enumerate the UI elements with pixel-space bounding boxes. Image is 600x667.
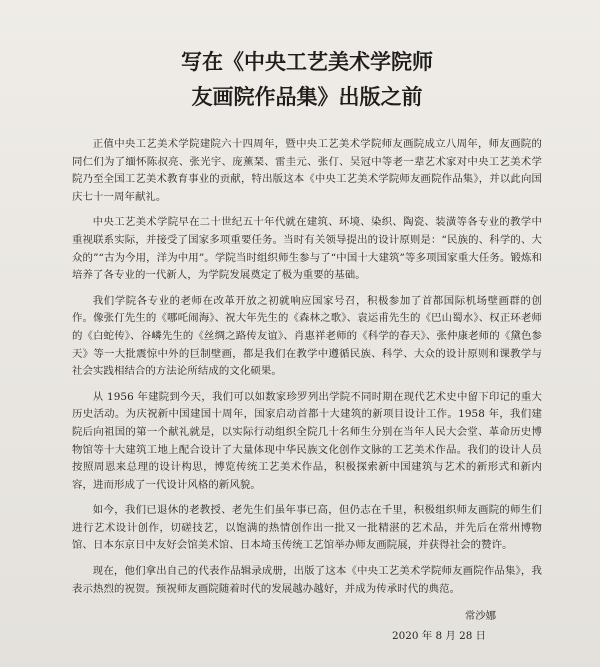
paragraph-1: 正值中央工艺美术学院建院六十四周年，暨中央工艺美术学院师友画院成立八周年，师友画院的同仁们为了缅怀陈叔亮、张光宇、庞薰琹、雷圭元、张仃、吴冠中等老一辈艺术家对中央工艺美术学院乃至全国工艺美术教育事业的贡献，特出版这本《中央工艺美术学院师友画院作品集》，并以此向国庆七十一周年献礼。: [72, 138, 542, 203]
title-line-2: 友画院作品集》出版之前: [191, 84, 423, 109]
paragraph-2: 中央工艺美术学院早在二十世纪五十年代就在建筑、环境、染织、陶瓷、装潢等各专业的教学中重视联系实际，并接受了国家多项重要任务。当时有关领导提出的设计原则是：“民族的、科学的、大众的”“古为今用，洋为中用”。学院当时组织师生参与了“中国十大建筑”等多项国家重大任务。锻炼和培养了各专业的一代新人，为学院发展奠定了极为重要的基础。: [72, 216, 542, 282]
paragraph-4: 从 1956 年建院到今天，我们可以如数家珍罗列出学院不同时期在现代艺术史中留下印记的重大历史活动。为庆祝新中国建国十周年，国家启动首都十大建筑的新项目设计工作。1958 年，我们建院后向祖国的第一个献礼就是，以实际行动组织全院几十名师生分别在当年人民大会堂、革命历史博物馆等十大建筑工地上配合设计了大量体现中华民族文化创作文脉的工艺美术作品。我们的设计人员按照周恩来总理的设计构思，博览传统工艺美术作品，积极探索新中国建筑与艺术的新形式和新内容，进而形成了一代设计风格的新风貌。: [72, 390, 542, 491]
signature-block: [72, 606, 542, 646]
document-title: [72, 44, 542, 114]
paragraph-6: 现在，他们拿出自己的代表作品辑录成册，出版了这本《中央工艺美术学院师友画院作品集》，我表示热烈的祝贺。预祝师友画院随着时代的发展越办越好，并成为传承时代的典范。: [72, 565, 542, 595]
signature-name: 常沙娜: [464, 610, 496, 623]
signature-date: 2020 年 8 月 28 日: [392, 630, 486, 643]
title-line-1: 写在《中央工艺美术学院师: [181, 49, 433, 74]
document-body: [72, 136, 542, 598]
paragraph-3: 我们学院各专业的老师在改革开放之初就响应国家号召，积极参加了首都国际机场壁画群的创作。像张仃先生的《哪吒闹海》、祝大年先生的《森林之歌》、袁运甫先生的《巴山蜀水》、权正环老师的《白蛇传》、谷嶙先生的《丝绸之路传友谊》、肖惠祥老师的《科学的春天》、张仲康老师的《黛色参天》等一大批震惊中外的巨制壁画，都是我们在教学中遵循民族、科学、大众的设计原则和课教学与社会实践相结合的方法论所结成的文化硕果。: [72, 294, 542, 378]
paragraph-5: 如今，我们已退休的老教授、老先生们虽年事已高，但仍志在千里，积极组织师友画院的师生们进行艺术设计创作，切磋技艺，以饱满的热情创作出一批又一批精湛的艺术品，并先后在常州博物馆、日本东京日中友好会馆美术馆、日本埼玉传统工艺馆举办师友画院展，并获得社会的赞许。: [72, 504, 542, 552]
